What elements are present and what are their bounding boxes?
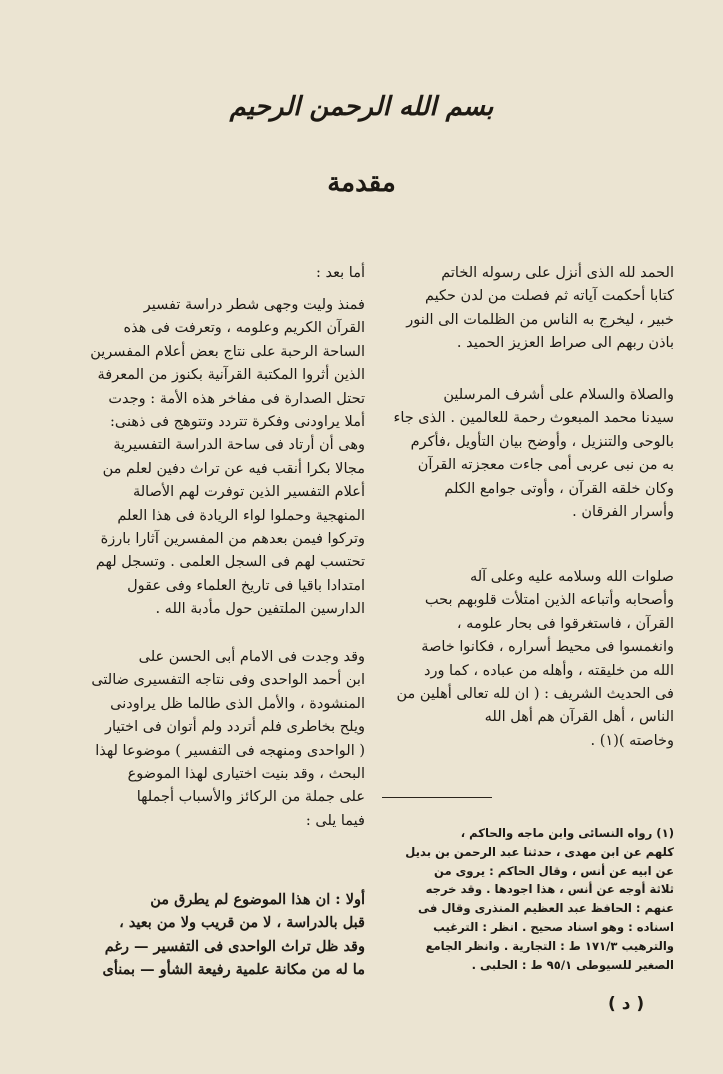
text-line: امتدادا باقيا فى تاريخ العلماء وفى عقول — [127, 577, 365, 594]
text-line: وأسرار الفرقان . — [572, 504, 674, 521]
text-line: المنشودة ، والأمل الذى طالما ظل يراودنى — [110, 695, 365, 712]
text-line: أما بعد : — [316, 265, 365, 281]
footnote-line: والترهيب ١٧١/٣ ط : التجارية . وانظر الجامع — [425, 938, 674, 953]
text-line: أولا : ان هذا الموضوع لم يطرق من — [150, 891, 365, 908]
footnote — [382, 824, 674, 974]
text-line: وكان خلقه القرآن ، وأوتى جوامع الكلم — [444, 480, 674, 497]
paragraph-hamd — [382, 262, 674, 356]
footnote-line: الصغير للسيوطى ٩٥/١ ط : الحلبى . — [471, 957, 674, 972]
paragraph-salawat — [382, 566, 674, 753]
text-line: أملا يراودنى وفكرة تتردد وتتوهج فى ذهنى: — [110, 414, 365, 431]
text-line: القرآن الكريم وعلومه ، وتعرفت فى هذه — [123, 320, 365, 337]
text-line: والصلاة والسلام على أشرف المرسلين — [443, 387, 674, 403]
text-line: الله من خليقته ، وأهله من عباده ، كما ورد — [423, 662, 674, 679]
text-line: صلوات الله وسلامه عليه وعلى آله — [469, 569, 674, 585]
text-line: ( الواحدى ومنهجه فى التفسير ) موضوعا لهذا — [95, 742, 365, 759]
text-line: وقد وجدت فى الامام أبى الحسن على — [138, 649, 365, 665]
text-line: فيما يلى : — [305, 812, 365, 829]
text-line: الناس ، أهل القرآن هم أهل الله — [484, 709, 674, 726]
footnote-line: كلهم عن ابن مهدى ، حدثنا عبد الرحمن بن بديل — [405, 844, 674, 859]
page-title: مقدمة — [327, 168, 396, 198]
text-line: وخاصته )(١) . — [590, 732, 674, 749]
footnote-line: اسناده : وهو اسناد صحيح . انظر : الترغيب — [433, 919, 674, 934]
text-line: وقد ظل تراث الواحدى فى التفسير — رغم — [104, 937, 365, 955]
text-line: وتركوا فيمن بعدهم من المفسرين آثارا بارزة — [100, 531, 365, 548]
text-line: ويلح بخاطرى فلم أتردد ولم أتوان فى اختيار — [104, 719, 365, 736]
text-line: على جملة من الركائز والأسباب أجملها — [136, 789, 365, 806]
text-line: الدارسين الملتفين حول مأدبة الله . — [155, 601, 365, 618]
text-line: البحث ، وقد بنيت اختيارى لهذا الموضوع — [127, 766, 365, 783]
paragraph-amma-baad — [40, 262, 365, 285]
text-line: سيدنا محمد المبعوث رحمة للعالمين . الذى جاء — [393, 410, 674, 427]
footnote-line: عنهم : الحافظ عبد العظيم المنذرى وقال فى — [417, 901, 674, 916]
text-line: كتابا أحكمت آياته ثم فصلت من لدن حكيم — [424, 288, 674, 305]
text-line: خبير ، ليخرج به الناس من الظلمات الى النور — [406, 311, 674, 328]
text-line: وأصحابه وأتباعه الذين امتلأت قلوبهم بحب — [424, 592, 674, 609]
footnote-divider — [382, 797, 492, 798]
text-line: ما له من مكانة علمية رفيعة الشأو — بمنأى — [102, 961, 365, 979]
paragraph-salat — [382, 384, 674, 524]
text-line: وهى أن أرتاد فى ساحة الدراسة التفسيرية — [113, 437, 365, 454]
footnote-line: ثلاثة أوجه عن أنس ، هذا اجودها . وقد خرجه — [425, 882, 674, 897]
text-line: بالوحى والتنزيل ، وأوضح بيان التأويل ،فأكرم — [410, 433, 674, 450]
footnote-line: (١) رواه النسائى وابن ماجه والحاكم ، — [460, 826, 674, 840]
text-line: فى الحديث الشريف : ( ان لله تعالى أهلين من — [396, 686, 674, 703]
text-line: قبل بالدراسة ، لا من قريب ولا من بعيد ، — [119, 914, 365, 932]
text-line: الحمد لله الذى أنزل على رسوله الخاتم — [441, 265, 674, 281]
text-line: المنهجية وحملوا لواء الريادة فى هذا العلم — [117, 507, 365, 524]
page-number: ( د ) — [608, 994, 645, 1014]
text-line: تحتسب لهم فى السجل العلمى . وتسجل لهم — [95, 554, 365, 571]
text-line: الذين أثروا المكتبة القرآنية بكنوز من المعرفة — [97, 367, 365, 384]
text-line: وانغمسوا فى محيط أسراره ، فكانوا خاصة — [421, 639, 674, 656]
paragraph-introduction — [40, 294, 365, 622]
text-line: ابن أحمد الواحدى وفى نتاجه التفسيرى ضالتى — [91, 672, 365, 689]
text-line: أعلام التفسير الذين توفرت لهم الأصالة — [132, 484, 365, 501]
basmala-calligraphy: بسم الله الرحمن الرحيم — [229, 92, 494, 122]
text-line: فمنذ وليت وجهى شطر دراسة تفسير — [143, 297, 365, 313]
paragraph-first-reason — [40, 888, 365, 982]
paragraph-wahidi — [40, 646, 365, 833]
text-line: الساحة الرحبة على نتاج بعض أعلام المفسرين — [90, 343, 365, 360]
text-line: به من نبى عربى أمى جاءت معجزته القرآن — [417, 457, 674, 474]
text-line: القرآن ، فاستغرقوا فى بحار علومه ، — [456, 615, 674, 632]
text-line: تحتل الصدارة فى مفاخر هذه الأمة : وجدت — [108, 390, 365, 407]
footnote-line: عن ابيه عن أنس ، وقال الحاكم : يروى من — [434, 863, 674, 878]
text-line: باذن ربهم الى صراط العزيز الحميد . — [456, 335, 674, 352]
text-line: مجالا بكرا أنقب فيه عن تراث دفين لعلم من — [102, 460, 365, 477]
